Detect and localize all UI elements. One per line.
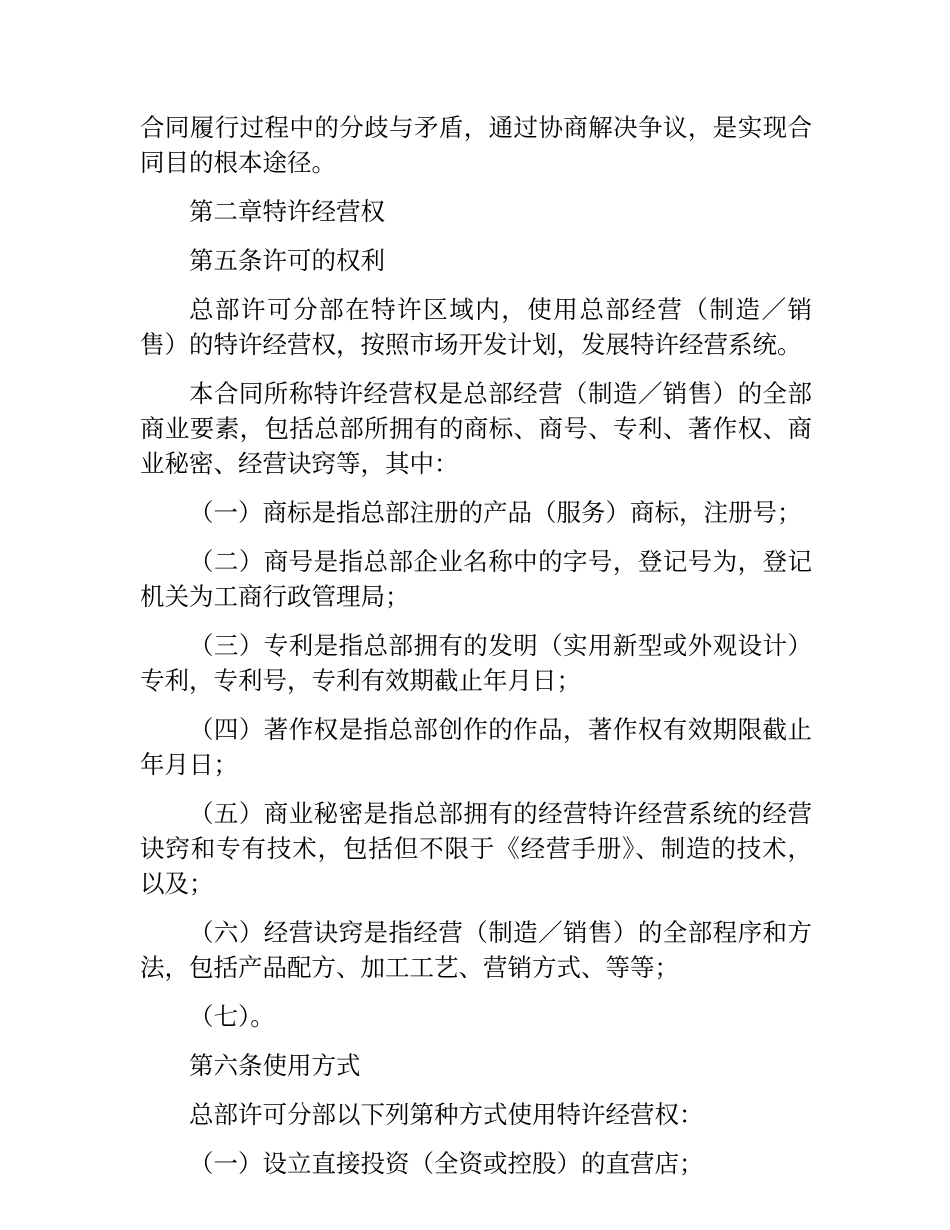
list-item-1: （一）设立直接投资（全资或控股）的直营店； — [189, 1149, 704, 1178]
document-body — [140, 110, 812, 1195]
list-item-6: （六）经营诀窍是指经营（制造／销售）的全部程序和方法，包括产品配方、加工工艺、营销方式、等等； — [140, 918, 812, 982]
paragraph: 总部许可分部以下列第种方式使用特许经营权： — [189, 1100, 704, 1129]
article-heading-5: 第五条许可的权利 — [189, 246, 385, 275]
article-heading-6: 第六条使用方式 — [189, 1051, 361, 1080]
paragraph-continuation: 合同履行过程中的分歧与矛盾，通过协商解决争议，是实现合同目的根本途径。 — [140, 113, 812, 177]
list-item-2: （二）商号是指总部企业名称中的字号，登记号为，登记机关为工商行政管理局； — [140, 547, 812, 611]
list-item-1: （一）商标是指总部注册的产品（服务）商标，注册号； — [189, 498, 802, 527]
list-item-5: （五）商业秘密是指总部拥有的经营特许经营系统的经营诀窍和专有技术，包括但不限于《经营手册》、制造的技术，以及； — [140, 799, 812, 898]
chapter-heading: 第二章特许经营权 — [189, 197, 385, 226]
paragraph: 本合同所称特许经营权是总部经营（制造／销售）的全部商业要素，包括总部所拥有的商标、商号、专利、著作权、商业秘密、经营诀窍等，其中： — [140, 379, 812, 478]
paragraph: 总部许可分部在特许区域内，使用总部经营（制造／销售）的特许经营权，按照市场开发计划，发展特许经营系统。 — [140, 295, 812, 359]
list-item-3: （三）专利是指总部拥有的发明（实用新型或外观设计）专利，专利号，专利有效期截止年月日； — [140, 631, 812, 695]
list-item-7: （七）。 — [189, 1002, 275, 1031]
list-item-4: （四）著作权是指总部创作的作品，著作权有效期限截止年月日； — [140, 715, 812, 779]
